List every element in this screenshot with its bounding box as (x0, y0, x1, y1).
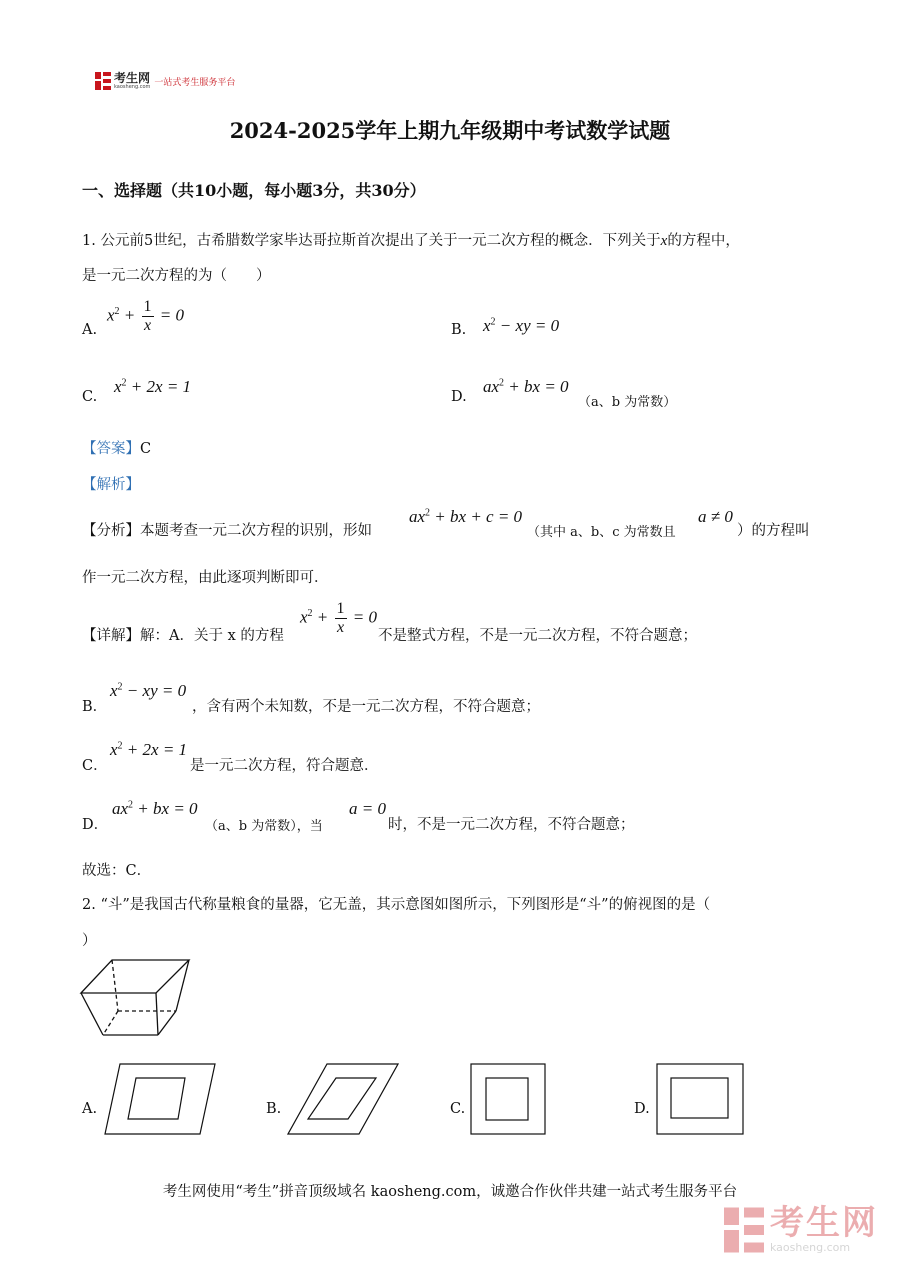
kaosheng-logo-icon (95, 72, 111, 90)
q1-detail-d-math2: a = 0 (349, 799, 386, 818)
q2-option-c-label: C. (450, 1101, 466, 1117)
watermark-domain: kaosheng.com (770, 1241, 851, 1254)
logo-name: 考生网 (114, 71, 151, 85)
page-title: 2024-2025学年上期九年级期中考试数学试题 (229, 118, 671, 143)
q1-option-d-note: （a、b 为常数） (578, 395, 677, 410)
q1-detail-a-math: $x^2$ + $\frac{1}{x}$ = 0 (300, 600, 378, 636)
q2-option-b-figure (287, 1063, 399, 1135)
q1-option-d-math: $ax^2$ + bx = 0 (483, 377, 569, 396)
watermark (724, 1205, 878, 1254)
q1-fenxi: 【分析】本题考查一元二次方程的识别，形如 (82, 523, 372, 539)
q1-fenxi-math2: a ≠ 0 (698, 507, 733, 526)
q1-option-a-math: $x^2$ + $\frac{1}{x}$ = 0 (107, 298, 185, 334)
q1-stem-line2: 是一元二次方程的为（ ） (82, 268, 271, 284)
q1-option-d-label: D. (451, 389, 467, 405)
q1-answer: 【答案】C (82, 441, 152, 457)
site-logo (95, 72, 235, 90)
dou-3d-figure (76, 955, 196, 1041)
logo-slogan: 一站式考生服务平台 (154, 77, 236, 88)
q1-detail-d-math: $ax^2$ + bx = 0 (112, 799, 198, 818)
q2-option-d-label: D. (634, 1101, 650, 1117)
q1-detail-b-math: $x^2$ − xy = 0 (110, 681, 187, 700)
q1-fenxi-text2: （其中 a、b、c 为常数且 (527, 525, 676, 540)
q1-analysis-tag: 【解析】 (82, 477, 140, 493)
q2-option-d-figure (656, 1063, 744, 1135)
q2-option-a-figure (104, 1063, 216, 1135)
watermark-logo-icon (724, 1207, 764, 1253)
q2-option-a-label: A. (82, 1101, 98, 1117)
q1-detail-d-label: D． (82, 817, 109, 833)
q1-option-a-label: A. (82, 322, 98, 338)
q1-detail-b-label: B． (82, 699, 108, 715)
section-title: 一、选择题（共10小题，每小题3分，共30分） (82, 181, 426, 200)
q2-stem-line2: ） (82, 933, 97, 949)
q2-stem-line1: 2. “斗”是我国古代称量粮食的量器，它无盖，其示意图如图所示，下列图形是“斗”的俯视图的是（ (82, 897, 711, 913)
q1-option-b-label: B. (451, 322, 467, 338)
q1-detail-c-text: 是一元二次方程，符合题意． (190, 758, 379, 774)
watermark-text: 考生网 (770, 1203, 878, 1243)
q1-detail-d-note: （a、b 为常数），当 (205, 819, 323, 834)
logo-domain: kaosheng.com (114, 84, 151, 90)
q1-detail-a: 【详解】解：A．关于 x 的方程 (82, 628, 284, 644)
q1-detail-c-math: $x^2 + 2x = 1$ (110, 740, 188, 759)
q1-fenxi-text3: ）的方程叫 (737, 523, 810, 539)
q1-fenxi-math: $ax^2$ + bx + c = 0 (409, 507, 523, 526)
q2-option-b-label: B. (266, 1101, 282, 1117)
q1-detail-b-text: ，含有两个未知数，不是一元二次方程，不符合题意； (192, 699, 540, 715)
q1-detail-d-text: 时，不是一元二次方程，不符合题意； (388, 817, 635, 833)
q1-detail-a-text: 不是整式方程，不是一元二次方程，不符合题意； (378, 628, 697, 644)
page-footer: 考生网使用“考生”拼音顶级域名 kaosheng.com，诚邀合作伙伴共建一站式考生服务平台 (162, 1184, 738, 1200)
q1-choose: 故选：C． (82, 863, 152, 879)
q1-stem-line1: 1. 公元前5世纪，古希腊数学家毕达哥拉斯首次提出了关于一元二次方程的概念．下列关于x的方程中， (82, 233, 740, 249)
q1-fenxi-line2: 作一元二次方程，由此逐项判断即可． (82, 570, 329, 586)
q2-option-c-figure (470, 1063, 546, 1135)
q1-option-b-math: $x^2$ − xy = 0 (483, 316, 560, 335)
q1-detail-c-label: C． (82, 758, 108, 774)
q1-option-c-math: $x^2 + 2x = 1$ (114, 377, 192, 396)
q1-option-c-label: C. (82, 389, 98, 405)
